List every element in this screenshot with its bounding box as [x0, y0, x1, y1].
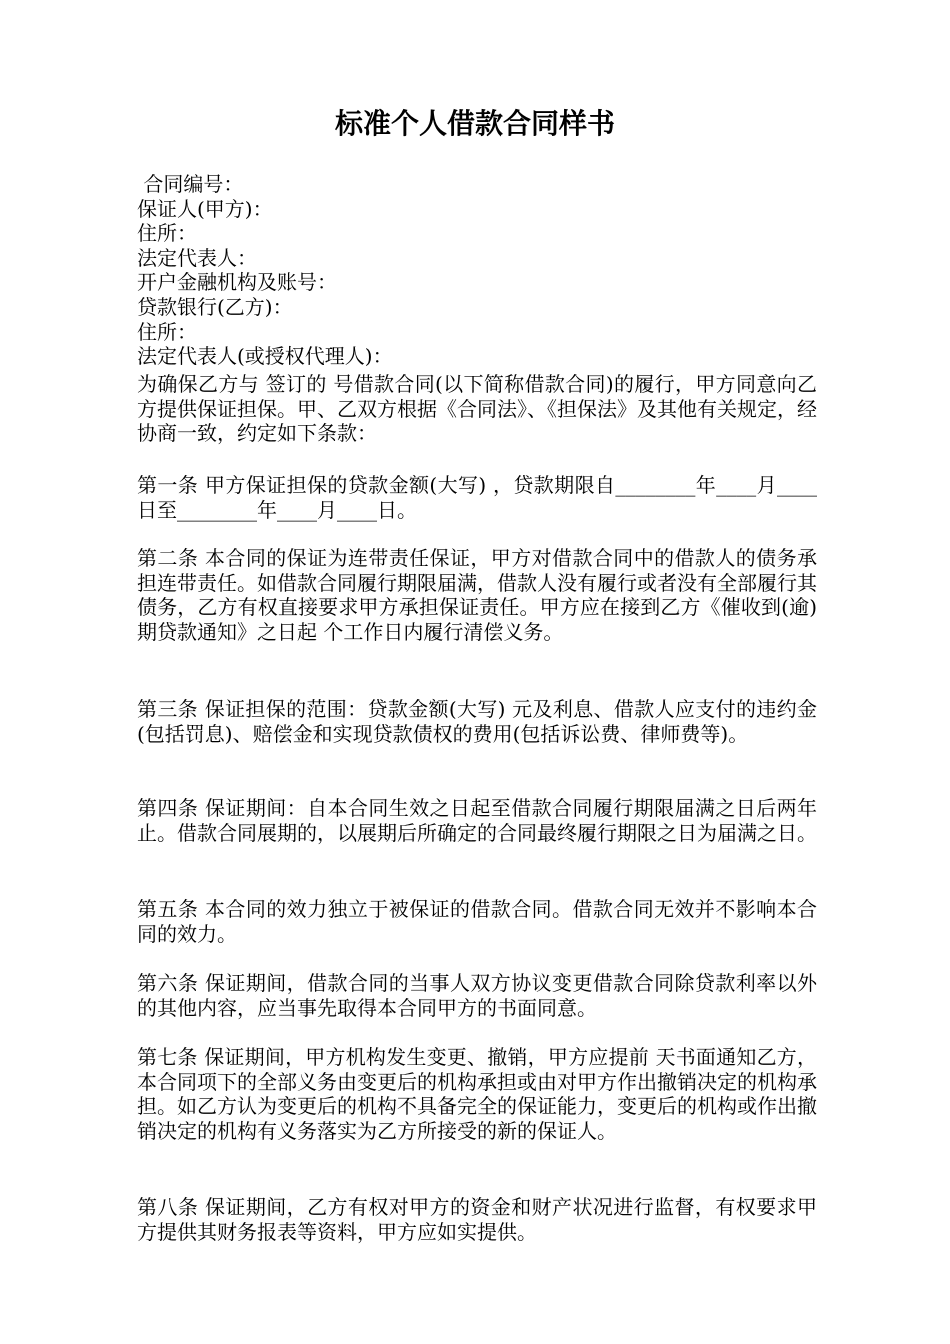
document-title: 标准个人借款合同样书	[334, 107, 615, 140]
contract-header-fields	[137, 172, 817, 369]
article-2: 第二条 本合同的保证为连带责任保证，甲方对借款合同中的借款人的债务承担连带责任。如借款合同履行期限届满，借款人没有履行或者没有全部履行其债务，乙方有权直接要求甲方承担保证责任。甲方应在接到乙方《催收到(逾)期贷款通知》之日起 个工作日内履行清偿义务。	[137, 546, 817, 644]
article-1: 第一条 甲方保证担保的贷款金额(大写) ，贷款期限自________年____月____日至________年____月____日。	[137, 473, 817, 522]
article-7: 第七条 保证期间，甲方机构发生变更、撤销，甲方应提前 天书面通知乙方，本合同项下的全部义务由变更后的机构承担或由对甲方作出撤销决定的机构承担。如乙方认为变更后的机构不具备完全的保证能力，变更后的机构或作出撤销决定的机构有义务落实为乙方所接受的新的保证人。	[137, 1045, 817, 1143]
article-8: 第八条 保证期间，乙方有权对甲方的资金和财产状况进行监督，有权要求甲方提供其财务报表等资料，甲方应如实提供。	[137, 1195, 817, 1244]
bank-legal-rep-line: 法定代表人(或授权代理人)：	[137, 344, 393, 369]
lending-bank-line: 贷款银行(乙方)：	[137, 294, 293, 319]
article-3: 第三条 保证担保的范围：贷款金额(大写) 元及利息、借款人应支付的违约金(包括罚息)、赔偿金和实现贷款债权的费用(包括诉讼费、律师费等)。	[137, 697, 817, 746]
bank-address-line: 住所：	[137, 319, 197, 344]
intro-paragraph: 为确保乙方与 签订的 号借款合同(以下简称借款合同)的履行，甲方同意向乙方提供保证担保。甲、乙双方根据《合同法》、《担保法》及其他有关规定，经协商一致，约定如下条款：	[137, 372, 817, 446]
guarantor-line: 保证人(甲方)：	[137, 196, 273, 221]
guarantor-legal-rep-line: 法定代表人：	[137, 245, 257, 270]
guarantor-address-line: 住所：	[137, 221, 197, 246]
contract-number-line: 合同编号：	[137, 172, 244, 196]
bank-account-line: 开户金融机构及账号：	[137, 270, 337, 295]
article-6: 第六条 保证期间，借款合同的当事人双方协议变更借款合同除贷款利率以外的其他内容，应当事先取得本合同甲方的书面同意。	[137, 971, 817, 1020]
article-5: 第五条 本合同的效力独立于被保证的借款合同。借款合同无效并不影响本合同的效力。	[137, 897, 817, 946]
article-4: 第四条 保证期间：自本合同生效之日起至借款合同履行期限届满之日后两年止。借款合同展期的，以展期后所确定的合同最终履行期限之日为届满之日。	[137, 796, 817, 845]
